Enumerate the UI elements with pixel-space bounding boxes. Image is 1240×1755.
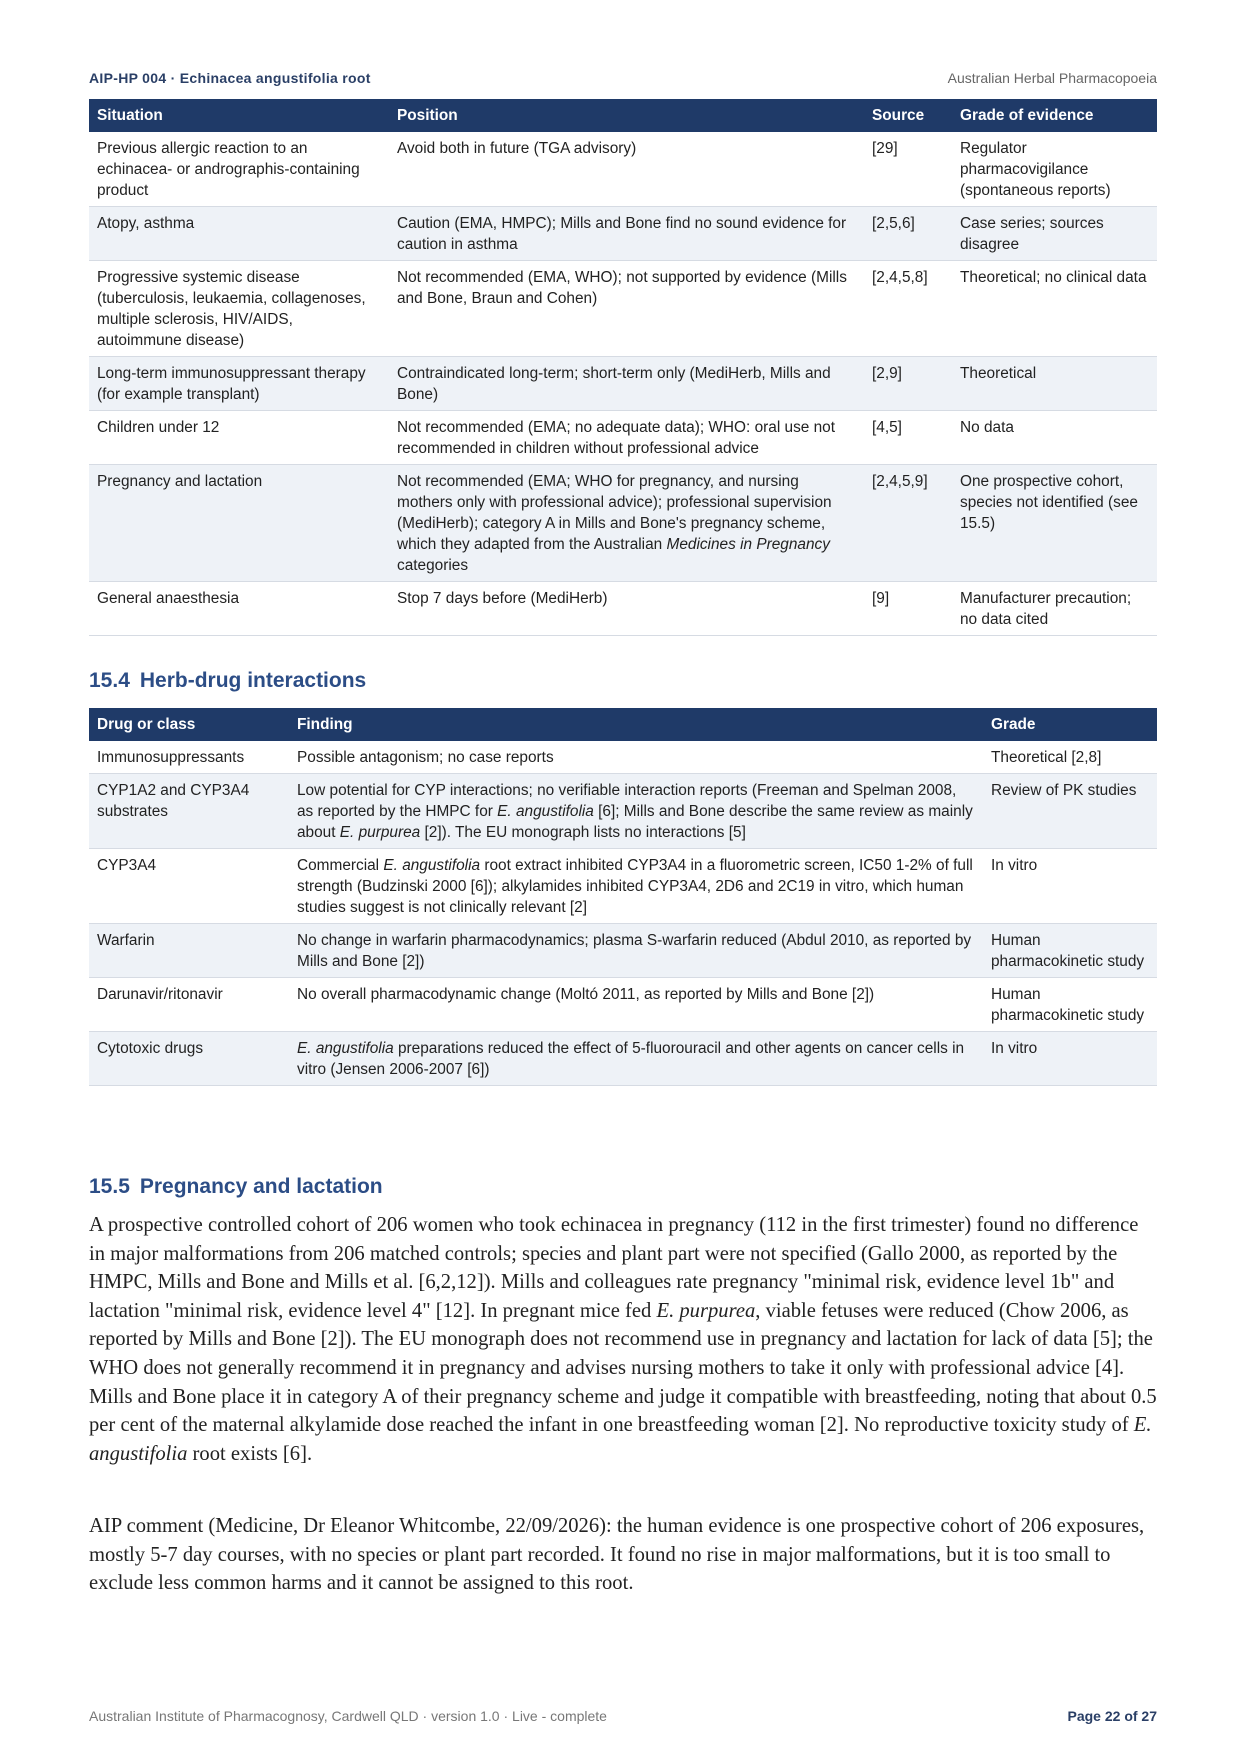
drug-cell: CYP3A4 (89, 849, 289, 924)
section-number: 15.4 (89, 669, 130, 692)
situation-cell: General anaesthesia (89, 582, 389, 636)
position-text: categories (397, 557, 469, 574)
column-header: Source (864, 99, 952, 132)
situation-cell: Pregnancy and lactation (89, 465, 389, 582)
table-row (89, 411, 1157, 465)
drug-cell: Warfarin (89, 924, 289, 978)
publication-title: Medicines in Pregnancy (666, 536, 830, 553)
position-cell (389, 465, 864, 582)
source-cell: [2,9] (864, 357, 952, 411)
source-cell: [2,4,5,8] (864, 261, 952, 357)
finding-text: Low potential for CYP interactions; no verifiable interaction reports (Freeman and Spelman 2008, as reported by the HMPC for (297, 782, 957, 820)
section-number: 15.5 (89, 1175, 130, 1198)
species-name: E. angustifolia (383, 857, 481, 874)
situation-cell: Long-term immunosuppressant therapy (for example transplant) (89, 357, 389, 411)
grade-cell: In vitro (983, 849, 1157, 924)
grade-cell: Human pharmacokinetic study (983, 924, 1157, 978)
paragraph-text: A prospective controlled cohort of 206 women who took echinacea in pregnancy (112 in the first trimester) found no difference in major malformations from 206 matched controls; species and plant part were not specified (Gallo 2000, as reported by the HMPC, Mills and Bone and Mills et al. [6,2,12]). Mills and colleagues rate pregnancy "minimal risk, evidence level 1b" and lactation "minimal risk, evidence level 4" [12]. In pregnant mice fed (89, 1214, 1139, 1322)
table-row (89, 357, 1157, 411)
position-cell: Not recommended (EMA; no adequate data); WHO: oral use not recommended in children without professional advice (389, 411, 864, 465)
situation-cell: Children under 12 (89, 411, 389, 465)
grade-cell: No data (952, 411, 1157, 465)
table-row (89, 849, 1157, 924)
species-name: E. purpurea (339, 824, 421, 841)
running-footer (89, 1708, 1157, 1728)
table-header-row (89, 99, 1157, 132)
page-number: Page 22 of 27 (1067, 1708, 1157, 1724)
situation-cell: Previous allergic reaction to an echinacea- or andrographis-containing product (89, 132, 389, 207)
position-cell: Not recommended (EMA, WHO); not supported by evidence (Mills and Bone, Braun and Cohen) (389, 261, 864, 357)
position-cell: Caution (EMA, HMPC); Mills and Bone find no sound evidence for caution in asthma (389, 207, 864, 261)
section-title: Herb-drug interactions (139, 669, 367, 692)
source-cell: [2,5,6] (864, 207, 952, 261)
column-header: Grade (983, 708, 1157, 741)
table-row (89, 465, 1157, 582)
finding-cell: Possible antagonism; no case reports (289, 741, 983, 774)
drug-cell: CYP1A2 and CYP3A4 substrates (89, 774, 289, 849)
situation-cell: Progressive systemic disease (tuberculosis, leukaemia, collagenoses, multiple sclerosis, HIV/AIDS, autoimmune disease) (89, 261, 389, 357)
source-cell: [4,5] (864, 411, 952, 465)
column-header: Situation (89, 99, 389, 132)
finding-text: [6]; Mills and Bone describe the same review as mainly about (297, 803, 973, 841)
finding-cell (289, 849, 983, 924)
finding-cell (289, 1032, 983, 1086)
section-title: Pregnancy and lactation (139, 1175, 383, 1198)
grade-cell: Theoretical [2,8] (983, 741, 1157, 774)
section-heading-pregnancy-lactation (89, 1175, 383, 1199)
drug-cell: Darunavir/ritonavir (89, 978, 289, 1032)
table-row (89, 132, 1157, 207)
source-cell: [9] (864, 582, 952, 636)
table-row (89, 741, 1157, 774)
interactions-table (89, 708, 1157, 1086)
finding-text: preparations reduced the effect of 5-fluorouracil and other agents on cancer cells in vitro (Jensen 2006-2007 [6]) (297, 1040, 965, 1078)
species-name: E. angustifolia (89, 1414, 1152, 1465)
drug-cell: Cytotoxic drugs (89, 1032, 289, 1086)
column-header: Grade of evidence (952, 99, 1157, 132)
finding-cell (289, 774, 983, 849)
publication-name: Australian Herbal Pharmacopoeia (947, 70, 1157, 86)
finding-cell: No overall pharmacodynamic change (Moltó 2011, as reported by Mills and Bone [2]) (289, 978, 983, 1032)
table-row (89, 1032, 1157, 1086)
table-row (89, 924, 1157, 978)
position-cell: Stop 7 days before (MediHerb) (389, 582, 864, 636)
finding-cell: No change in warfarin pharmacodynamics; plasma S-warfarin reduced (Abdul 2010, as reported by Mills and Bone [2]) (289, 924, 983, 978)
running-header (89, 70, 1157, 92)
species-name: E. angustifolia (497, 803, 594, 820)
column-header: Position (389, 99, 864, 132)
grade-cell: Regulator pharmacovigilance (spontaneous reports) (952, 132, 1157, 207)
grade-cell: Human pharmacokinetic study (983, 978, 1157, 1032)
cautions-table (89, 99, 1157, 636)
column-header: Drug or class (89, 708, 289, 741)
species-name: E. angustifolia (297, 1040, 394, 1057)
table-row (89, 207, 1157, 261)
grade-cell: Theoretical; no clinical data (952, 261, 1157, 357)
table-row (89, 978, 1157, 1032)
drug-cell: Immunosuppressants (89, 741, 289, 774)
table-row (89, 774, 1157, 849)
footer-institution: Australian Institute of Pharmacognosy, Cardwell QLD · version 1.0 · Live - complete (89, 1708, 607, 1724)
paragraph-text: root exists [6]. (187, 1442, 313, 1465)
grade-cell: One prospective cohort, species not identified (see 15.5) (952, 465, 1157, 582)
finding-text: [2]). The EU monograph lists no interactions [5] (420, 824, 746, 841)
paragraph-text: , viable fetuses were reduced (Chow 2006, as reported by Mills and Bone [2]). The EU monograph does not recommend use in pregnancy and lactation for lack of data [5]; the WHO does not generally recommend it in pregnancy and advises nursing mothers to take it only with professional advice [4]. Mills and Bone place it in category A of their pregnancy scheme and judge it compatible with breastfeeding, noting that about 0.5 per cent of the maternal alkylamide dose reached the infant in one breastfeeding woman [2]. No reproductive toxicity study of (89, 1299, 1157, 1437)
position-cell: Contraindicated long-term; short-term only (MediHerb, Mills and Bone) (389, 357, 864, 411)
grade-cell: Case series; sources disagree (952, 207, 1157, 261)
body-paragraph (89, 1211, 1157, 1468)
finding-text: Commercial (297, 857, 384, 874)
species-name: E. purpurea (656, 1299, 756, 1322)
grade-cell: Theoretical (952, 357, 1157, 411)
position-cell: Avoid both in future (TGA advisory) (389, 132, 864, 207)
grade-cell: Review of PK studies (983, 774, 1157, 849)
position-text: Not recommended (EMA; WHO for pregnancy, and nursing mothers only with professional advice); professional supervision (MediHerb); category A in Mills and Bone's pregnancy scheme, which they adapted from the Australian (397, 473, 832, 553)
grade-cell: In vitro (983, 1032, 1157, 1086)
aip-comment-paragraph: AIP comment (Medicine, Dr Eleanor Whitcombe, 22/09/2026): the human evidence is one prospective cohort of 206 exposures, mostly 5-7 day courses, with no species or plant part recorded. It found no rise in major malformations, but it is too small to exclude less common harms and it cannot be assigned to this root. (89, 1515, 1145, 1595)
situation-cell: Atopy, asthma (89, 207, 389, 261)
section-heading-herb-drug-interactions (89, 669, 366, 693)
table-row (89, 582, 1157, 636)
column-header: Finding (289, 708, 983, 741)
table-row (89, 261, 1157, 357)
source-cell: [2,4,5,9] (864, 465, 952, 582)
table-header-row (89, 708, 1157, 741)
source-cell: [29] (864, 132, 952, 207)
grade-cell: Manufacturer precaution; no data cited (952, 582, 1157, 636)
document-id-title: AIP-HP 004 · Echinacea angustifolia root (89, 70, 371, 86)
finding-text: root extract inhibited CYP3A4 in a fluorometric screen, IC50 1-2% of full strength (Budzinski 2000 [6]); alkylamides inhibited CYP3A4, 2D6 and 2C19 in vitro, which human studies suggest is not clinically relevant [2] (297, 857, 973, 916)
